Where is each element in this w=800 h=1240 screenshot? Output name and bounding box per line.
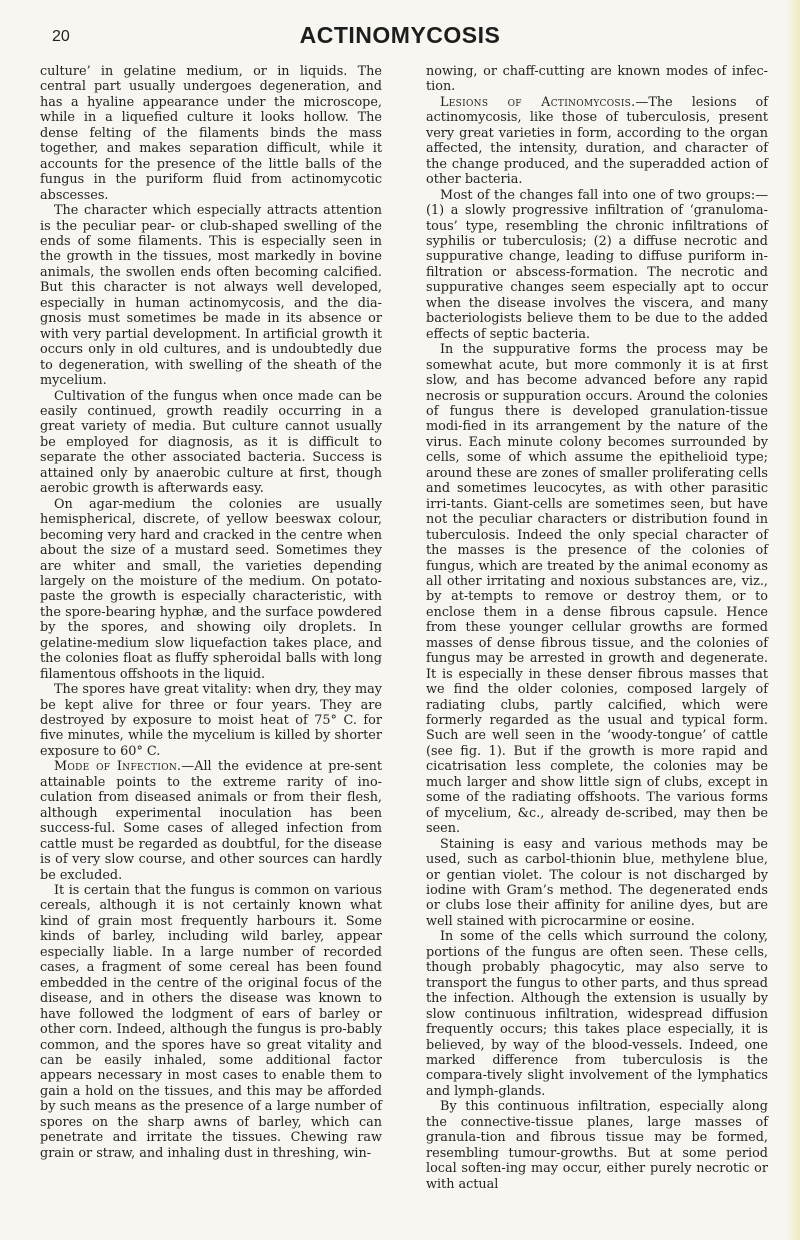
right-column (426, 64, 768, 1192)
paragraph: The character which especially attracts attention is the peculiar pear- or club-shaped swelling of the ends of some filaments. This is especially seen in the growth in the tissues, most markedly in bovine animals, the swollen ends often becoming calcified. But this character is not always well developed, especially in human actinomycosis, and the dia-gnosis must sometimes be made in its absence or with very partial development. In artificial growth it occurs only in old cultures, and is undoubtedly due to degeneration, with swelling of the sheath of the mycelium. (40, 203, 382, 389)
section-heading: Lesions of Actinomycosis. (440, 94, 636, 110)
paragraph: culture’ in gelatine medium, or in liquids. The central part usually undergoes degeneration, and has a hyaline appearance under the microscope, while in a liquefied culture it looks hollow. The dense felting of the filaments binds the mass together, and makes separation difficult, while it accounts for the presence of the little balls of the fungus in the puriform fluid from actinomycotic abscesses. (40, 64, 382, 203)
paragraph: By this continuous infiltration, especially along the connective-tissue planes, large masses of granula-tion and fibrous tissue may be formed, resembling tumour-growths. But at some period local soften-ing may occur, either purely necrotic or with actual (426, 1099, 768, 1192)
left-column (40, 64, 382, 1161)
paragraph: Most of the changes fall into one of two groups:—(1) a slowly progressive infiltration of ‘granuloma-tous’ type, resembling the chronic infiltrations of syphilis or tuberculosis; (2) a diffuse necrotic and suppurative change, leading to diffuse puriform in-filtration or abscess-formation. The necrotic and suppurative changes seem especially apt to occur when the disease involves the viscera, and many bacteriologists believe them to be due to the added effects of septic bacteria. (426, 187, 768, 342)
running-title: ACTINOMYCOSIS (299, 22, 501, 48)
paragraph (426, 95, 768, 188)
paragraph: It is certain that the fungus is common on various cereals, although it is not certainly known what kind of grain most frequently harbours it. Some kinds of barley, including wild barley, appear especially liable. In a large number of recorded cases, a fragment of some cereal has been found embedded in the centre of the original focus of the disease, and in others the disease was known to have followed the lodgment of ears of barley or other corn. Indeed, although the fungus is pro-bably common, and the spores have so great vitality and can be easily inhaled, some additional factor appears necessary in most cases to enable them to gain a hold on the tissues, and this may be afforded by such means as the presence of a large number of spores on the sharp awns of barley, which can penetrate and irritate the tissues. Chewing raw grain or straw, and inhaling dust in threshing, win- (40, 883, 382, 1161)
page-edge-shadow (786, 0, 800, 1240)
section-heading: Mode of Infection. (54, 759, 182, 775)
paragraph (40, 759, 382, 883)
paragraph: nowing, or chaff-cutting are known modes of infec-tion. (426, 64, 768, 95)
paragraph: In the suppurative forms the process may be somewhat acute, but more commonly it is at first slow, and has become advanced before any rapid necrosis or suppuration occurs. Around the colonies of fungus there is developed granulation-tissue modi-fied in its arrangement by the nature of the virus. Each minute colony becomes surrounded by cells, some of which assume the epithelioid type; around these are zones of smaller proliferating cells and sometimes leucocytes, as with other parasitic irri-tants. Giant-cells are sometimes seen, but have not the peculiar characters or distribution found in tuberculosis. Indeed the only special character of the masses is the presence of the colonies of fungus, which are treated by the animal economy as all other irritating and noxious substances are, viz., by at-tempts to remove or destroy them, or to enclose them in a dense fibrous capsule. Hence from these younger cellular growths are formed masses of dense fibrous tissue, and the colonies of fungus may be arrested in growth and degenerate. It is especially in these denser fibrous masses that we find the older colonies, composed largely of radiating clubs, partly calcified, which were formerly regarded as the usual and typical form. Such are well seen in the ‘woody-tongue’ of cattle (see fig. 1). But if the growth is more rapid and cicatrisation less complete, the colonies may be much larger and show little sign of clubs, except in some of the radiating offshoots. The various forms of mycelium, &c., already de-scribed, may then be seen. (426, 342, 768, 837)
page-number: 20 (52, 28, 70, 45)
paragraph: Cultivation of the fungus when once made can be easily continued, growth readily occurring in a great variety of media. But culture cannot usually be employed for diagnosis, as it is difficult to separate the other associated bacteria. Success is attained only by anaerobic culture at first, though aerobic growth is afterwards easy. (40, 388, 382, 497)
paragraph: Staining is easy and various methods may be used, such as carbol-thionin blue, methylene blue, or gentian violet. The colour is not discharged by iodine with Gram’s method. The degenerated ends or clubs lose their affinity for aniline dyes, but are well stained with picrocarmine or eosine. (426, 836, 768, 929)
paragraph: On agar-medium the colonies are usually hemispherical, discrete, of yellow beeswax colour, becoming very hard and cracked in the centre when about the size of a mustard seed. Sometimes they are whiter and small, the varieties depending largely on the moisture of the medium. On potato-paste the growth is especially characteristic, with the spore-bearing hyphæ, and the surface powdered by the spores, and showing oily droplets. In gelatine-medium slow liquefaction takes place, and the colonies float as fluffy spheroidal balls with long filamentous offshoots in the liquid. (40, 496, 382, 682)
paragraph-text: —All the evidence at pre-sent attainable points to the extreme rarity of ino-culation from diseased animals or from their flesh, although experimental inoculation has been success-ful. Some cases of alleged infection from cattle must be regarded as doubtful, for the disease is of very slow course, and other sources can hardly be excluded. (40, 759, 382, 883)
paragraph: In some of the cells which surround the colony, portions of the fungus are often seen. These cells, though probably phagocytic, may also serve to transport the fungus to other parts, and thus spread the infection. Although the extension is usually by slow continuous infiltration, widespread diffusion frequently occurs; this takes place especially, it is believed, by way of the blood-vessels. Indeed, one marked difference from tuberculosis is the compara-tively slight involvement of the lymphatics and lymph-glands. (426, 929, 768, 1099)
paragraph-text: —The lesions of actinomycosis, like those of tuberculosis, present very great varieties in form, according to the organ affected, the intensity, duration, and character of the change produced, and the superadded action of other bacteria. (426, 94, 768, 188)
paragraph: The spores have great vitality: when dry, they may be kept alive for three or four years. They are destroyed by exposure to moist heat of 75° C. for five minutes, while the mycelium is killed by shorter exposure to 60° C. (40, 682, 383, 759)
page-header (0, 22, 800, 52)
